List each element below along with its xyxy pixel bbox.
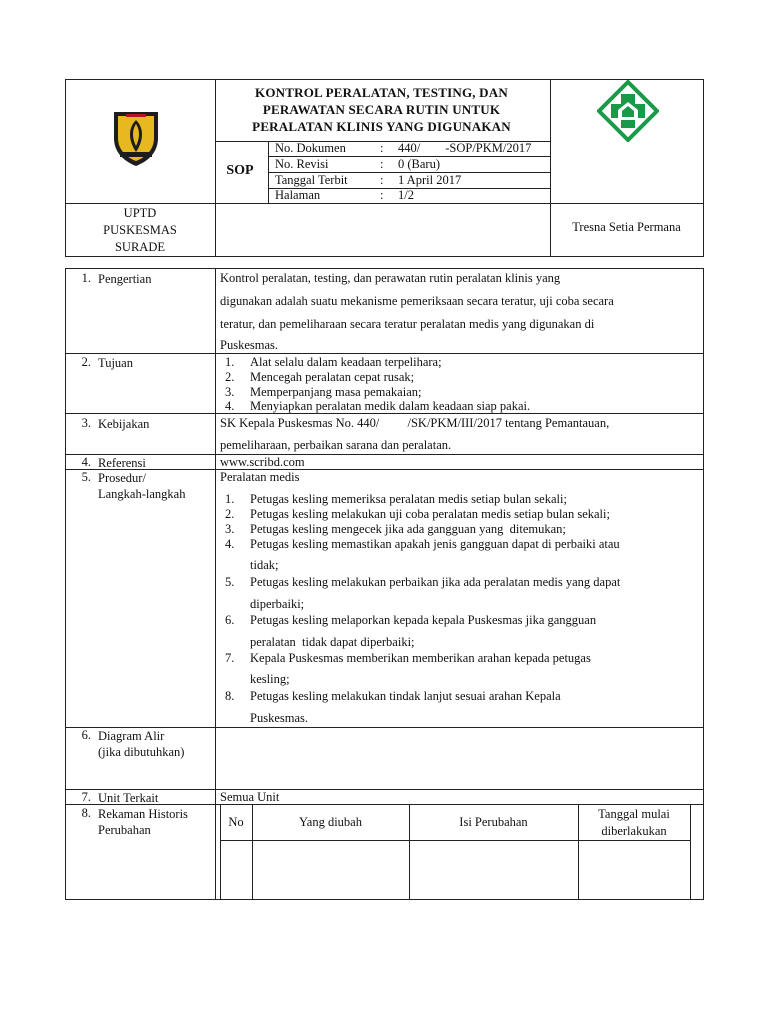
row-number: 4.	[81, 455, 91, 469]
row-label-rekaman-historis	[98, 806, 213, 838]
item-number: 2.	[225, 507, 235, 521]
document-title	[215, 84, 548, 135]
unit-terkait-value: Semua Unit	[220, 790, 280, 804]
pengertian-line: Puskesmas.	[220, 338, 278, 352]
meta-key: No. Revisi	[275, 157, 329, 171]
sop-label: SOP	[226, 163, 254, 178]
organization-name	[65, 205, 215, 256]
item-text: Puskesmas.	[250, 711, 308, 725]
title-line: KONTROL PERALATAN, TESTING, DAN	[255, 85, 508, 100]
history-table-top	[220, 804, 691, 805]
kebijakan-line: SK Kepala Puskesmas No. 440/ /SK/PKM/III/2017 tentang Pemantauan,	[220, 416, 610, 430]
item-text: Petugas kesling melakukan perbaikan jika ada peralatan medis yang dapat	[250, 575, 621, 589]
puskesmas-logo	[597, 80, 659, 142]
row-label-prosedur	[98, 470, 213, 502]
body-border-top	[65, 268, 704, 269]
history-col-tanggal: Tanggal mulai diberlakukan	[598, 807, 670, 838]
item-text: diperbaiki;	[250, 597, 305, 611]
item-number: 4.	[225, 537, 235, 551]
row-number: 2.	[81, 355, 91, 369]
history-col-no: No	[228, 815, 244, 829]
meta-value: 0 (Baru)	[398, 157, 440, 171]
item-number: 7.	[225, 651, 235, 665]
history-col-yang-diubah: Yang diubah	[299, 815, 362, 829]
history-table-col	[690, 804, 691, 899]
meta-key: No. Dokumen	[275, 141, 346, 155]
org-line: PUSKESMAS	[103, 223, 177, 237]
signer-name: Tresna Setia Permana	[572, 220, 681, 234]
meta-colon: :	[380, 173, 384, 187]
item-number: 2.	[225, 370, 235, 384]
header-border-bottom	[65, 256, 704, 257]
item-text: Alat selalu dalam keadaan terpelihara;	[250, 355, 442, 369]
item-text: Menyiapkan peralatan medik dalam keadaan siap pakai.	[250, 399, 531, 413]
item-text: Mencegah peralatan cepat rusak;	[250, 370, 415, 384]
item-number: 8.	[225, 689, 235, 703]
item-text: Kepala Puskesmas memberikan memberikan arahan kepada petugas	[250, 651, 591, 665]
label-line: Langkah-langkah	[98, 487, 186, 501]
row-label-unit-terkait: Unit Terkait	[98, 791, 159, 805]
item-number: 4.	[225, 399, 235, 413]
body-border-bottom	[65, 899, 704, 900]
row-label-tujuan: Tujuan	[98, 356, 133, 370]
item-text: Petugas kesling melakukan tindak lanjut sesuai arahan Kepala	[250, 689, 561, 703]
row-number: 1.	[81, 271, 91, 285]
item-text: peralatan tidak dapat diperbaiki;	[250, 635, 415, 649]
row-label-referensi: Referensi	[98, 456, 146, 470]
label-line: Rekaman Historis	[98, 807, 188, 821]
pengertian-line: Kontrol peralatan, testing, dan perawatan rutin peralatan klinis yang	[220, 271, 561, 285]
item-number: 5.	[225, 575, 235, 589]
row-number: 5.	[81, 470, 91, 484]
pengertian-line: digunakan adalah suatu mekanisme pemeriksaan secara teratur, uji coba secara	[220, 294, 614, 308]
body-border-right	[703, 268, 704, 900]
item-number: 1.	[225, 492, 235, 506]
item-text: Petugas kesling melakukan uji coba peralatan medis setiap bulan sekali;	[250, 507, 610, 521]
meta-colon: :	[380, 141, 384, 155]
meta-key: Tanggal Terbit	[275, 173, 348, 187]
meta-colon: :	[380, 188, 384, 202]
item-text: Petugas kesling memastikan apakah jenis gangguan dapat di perbaiki atau	[250, 537, 620, 551]
row-number: 7.	[81, 790, 91, 804]
item-number: 3.	[225, 385, 235, 399]
item-number: 1.	[225, 355, 235, 369]
header-border-mid	[65, 203, 704, 204]
header-border-right	[703, 79, 704, 257]
history-table-col	[578, 804, 579, 899]
row-label-pengertian: Pengertian	[98, 272, 152, 286]
history-table-header-sep	[220, 840, 691, 841]
label-line: (jika dibutuhkan)	[98, 745, 185, 759]
row-divider	[65, 353, 704, 354]
item-text: tidak;	[250, 558, 279, 572]
meta-value: 1 April 2017	[398, 173, 462, 187]
item-text: kesling;	[250, 672, 290, 686]
regency-emblem-logo	[106, 108, 166, 168]
kebijakan-line: pemeliharaan, perbaikan sarana dan peralatan.	[220, 438, 452, 452]
org-line: SURADE	[114, 240, 165, 254]
row-number: 3.	[81, 416, 91, 430]
row-label-diagram-alir	[98, 728, 213, 760]
meta-colon: :	[380, 157, 384, 171]
item-text: Petugas kesling mengecek jika ada gangguan yang ditemukan;	[250, 522, 566, 536]
label-line: Perubahan	[98, 823, 151, 837]
item-text: Petugas kesling memeriksa peralatan medis setiap bulan sekali;	[250, 492, 567, 506]
history-col-isi-perubahan: Isi Perubahan	[459, 815, 528, 829]
meta-value: 1/2	[398, 188, 414, 202]
body-divider	[215, 268, 216, 900]
row-label-kebijakan: Kebijakan	[98, 417, 150, 431]
label-line: Diagram Alir	[98, 729, 165, 743]
pengertian-line: teratur, dan pemeliharaan secara teratur peralatan medis yang digunakan di	[220, 317, 595, 331]
item-number: 3.	[225, 522, 235, 536]
reference-link[interactable]: www.scribd.com	[220, 455, 305, 469]
item-number: 6.	[225, 613, 235, 627]
meta-value: 440/ -SOP/PKM/2017	[398, 141, 532, 155]
org-line: UPTD	[123, 206, 157, 220]
label-line: Prosedur/	[98, 471, 146, 485]
item-text: Petugas kesling melaporkan kepada kepala Puskesmas jika gangguan	[250, 613, 597, 627]
meta-key: Halaman	[275, 188, 321, 202]
item-text: Memperpanjang masa pemakaian;	[250, 385, 422, 399]
title-line: PERAWATAN SECARA RUTIN UNTUK	[262, 102, 501, 117]
prosedur-intro: Peralatan medis	[220, 470, 300, 484]
row-number: 6.	[81, 728, 91, 742]
title-line: PERALATAN KLINIS YANG DIGUNAKAN	[252, 119, 511, 134]
row-number: 8.	[81, 806, 91, 820]
